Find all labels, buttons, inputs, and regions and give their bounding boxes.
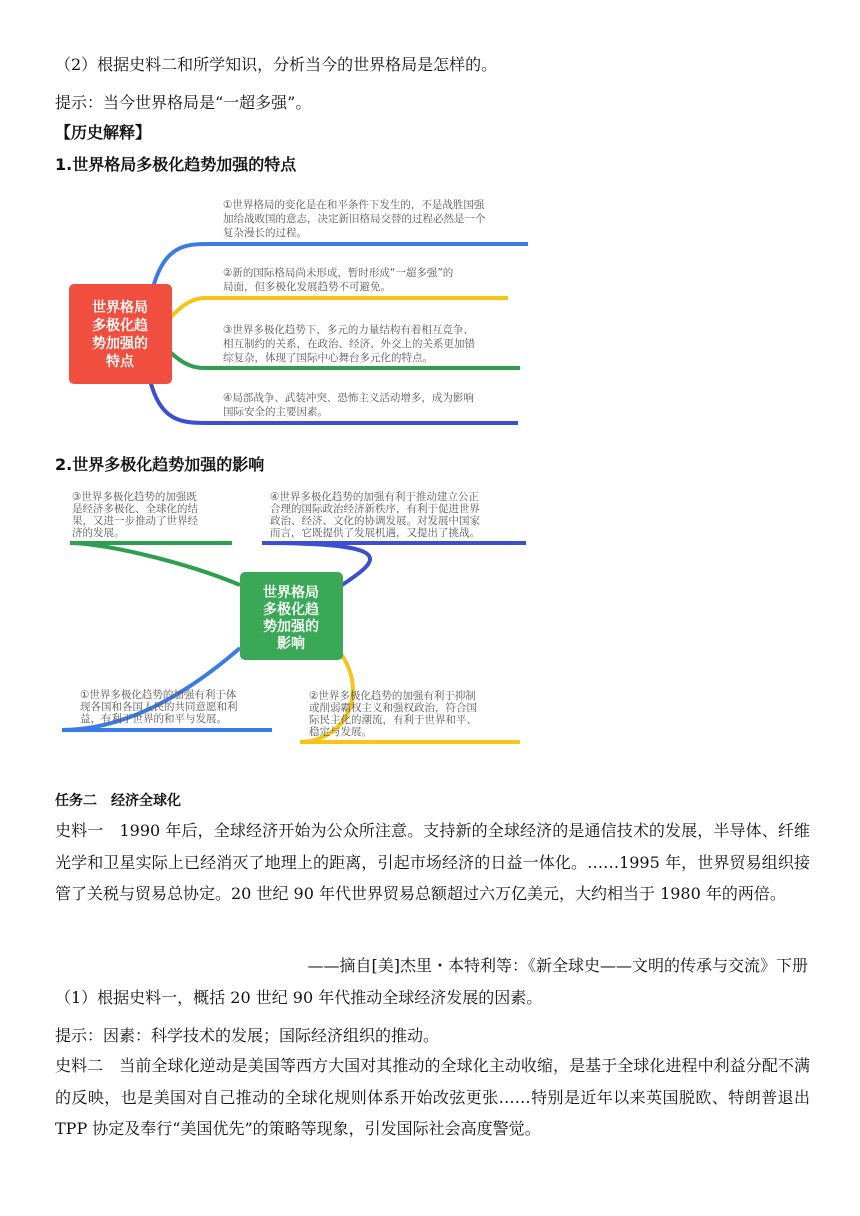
center-1-line: 势加强的	[92, 336, 148, 352]
item-tr-text: ④世界多极化趋势的加强有利于推动建立公正	[270, 491, 479, 503]
item-tr-text: 而言，它既提供了发展机遇，又提出了挑战。	[270, 527, 480, 539]
source-2: 史料二 当前全球化逆动是美国等西方大国对其推动的全球化主动收缩，是基于全球化进程中利益分配不满的反映，也是美国对自己推动的全球化规则体系开始改弦更张……特别是近年以来英国脱欧、特朗普退出 TPP 协定及奉行“美国优先”的策略等现象，引发国际社会高度警觉。	[55, 1056, 810, 1138]
heading-1: 1.世界格局多极化趋势加强的特点	[55, 155, 297, 174]
center-2-line: 世界格局	[263, 585, 319, 601]
item-br-text: 或削弱霸权主义和强权政治，符合国	[309, 702, 477, 714]
hint-2: 提示：因素：科学技术的发展；国际经济组织的推动。	[55, 1026, 440, 1045]
item-tl-text: 果，又进一步推动了世界经	[72, 515, 198, 527]
item-bl-text: ①世界多极化趋势的加强有利于体	[80, 689, 237, 701]
item-tl-text: ③世界多极化趋势的加强既	[72, 491, 197, 503]
item-2-text: 局面，但多极化发展趋势不可避免。	[223, 281, 391, 293]
item-tr-text: 合理的国际政治经济新秩序，有利于促进世界	[270, 503, 480, 515]
item-1-text: 复杂漫长的过程。	[223, 227, 307, 239]
center-2-line: 势加强的	[263, 619, 319, 635]
task-2-title: 任务二 经济全球化	[55, 793, 181, 809]
item-tl-text: 是经济多极化、全球化的结	[72, 503, 198, 515]
question-2: （2）根据史料二和所学知识，分析当今的世界格局是怎样的。	[55, 55, 498, 74]
hint-1: 提示：当今世界格局是“一超多强”。	[55, 93, 312, 112]
item-4-text: ④局部战争、武装冲突、恐怖主义活动增多，成为影响	[223, 392, 474, 404]
item-1-text: 加给战败国的意志，决定新旧格局交替的过程必然是一个	[223, 213, 486, 225]
item-tl-text: 济的发展。	[72, 527, 125, 539]
item-3-text: ③世界多极化趋势下，多元的力量结构有着相互竞争、	[223, 324, 474, 336]
mindmap-1	[69, 198, 528, 423]
center-1-line: 特点	[106, 354, 134, 370]
item-br-text: ②世界多极化趋势的加强有利于抑制	[309, 690, 476, 702]
item-bl-text: 现各国和各国人民的共同意愿和利	[80, 701, 238, 713]
item-4-text: 国际安全的主要因素。	[223, 406, 328, 418]
item-tr-text: 政治、经济、文化的协调发展。对发展中国家	[270, 515, 480, 527]
question-1: （1）根据史料一，概括 20 世纪 90 年代推动全球经济发展的因素。	[55, 988, 543, 1007]
item-3-text: 相互制约的关系，在政治、经济、外交上的关系更加错	[223, 338, 475, 350]
branch-2	[170, 298, 508, 318]
center-1-line: 多极化趋	[92, 318, 148, 334]
item-1-text: ①世界格局的变化是在和平条件下发生的，不是战胜国强	[223, 199, 485, 211]
mindmap-2	[62, 490, 526, 742]
item-3-text: 综复杂，体现了国际中心舞台多元化的特点。	[223, 352, 433, 364]
item-br-text: 际民主化的潮流，有利于世界和平、	[309, 714, 477, 726]
heading-2: 2.世界多极化趋势加强的影响	[55, 455, 265, 474]
item-br-text: 稳定与发展。	[309, 726, 372, 738]
branch-tl	[70, 543, 240, 585]
item-2-text: ②新的国际格局尚未形成，暂时形成“一超多强”的	[223, 267, 454, 279]
center-2-line: 多极化趋	[263, 602, 319, 618]
section-label: 【历史解释】	[55, 123, 152, 142]
center-1-line: 世界格局	[92, 300, 148, 316]
citation: ——摘自[美]杰里・本特利等：《新全球史——文明的传承与交流》下册	[307, 956, 808, 975]
item-bl-text: 益，有利于世界的和平与发展。	[80, 713, 227, 725]
source-1: 史料一 1990 年后，全球经济开始为公众所注意。支持新的全球经济的是通信技术的发展，半导体、纤维光学和卫星实际上已经消灭了地理上的距离，引起市场经济的日益一体化。……1995 年，世界贸易组织接管了关税与贸易总协定。20 世纪 90 年代世界贸易总额超过六万亿美元，大约相当于 1980 年的两倍。	[55, 821, 810, 903]
center-2-line: 影响	[277, 636, 305, 652]
